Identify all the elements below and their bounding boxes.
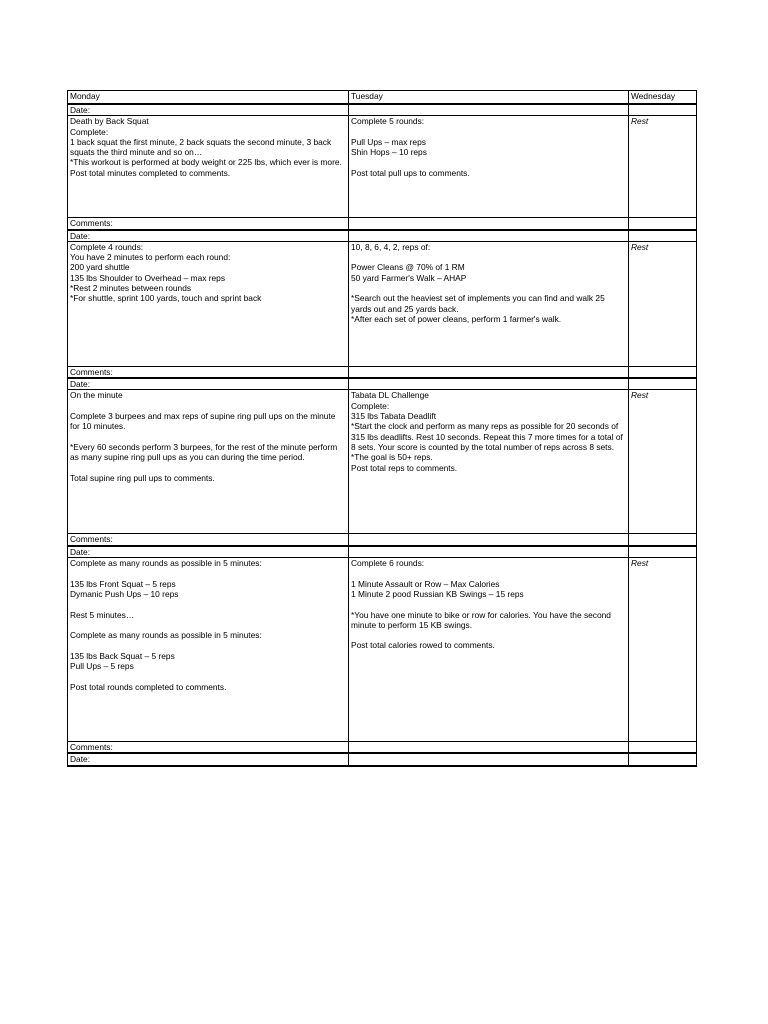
tuesday-workout-3-line: Complete:: [351, 400, 390, 411]
tuesday-workout-4: [349, 558, 629, 742]
monday-workout-1-line: 1 back squat the first minute, 2 back squats the second minute, 3 back squats the third minute and so on…: [70, 136, 334, 158]
monday-workout-1: [68, 116, 349, 218]
tuesday-workout-4-line: 1 Minute 2 pood Russian KB Swings – 15 reps: [351, 588, 524, 599]
monday-workout-1-line: Death by Back Squat: [70, 116, 149, 127]
workout-row-4: [68, 558, 697, 742]
monday-workout-4-line: [70, 640, 346, 650]
monday-workout-1-line: *This workout is performed at body weight or 225 lbs, which ever is more.: [70, 157, 342, 168]
tuesday-workout-1-line: Complete 5 rounds:: [351, 116, 425, 127]
monday-workout-4-line: Pull Ups – 5 reps: [70, 661, 134, 672]
comments-row-4: [68, 742, 697, 754]
date-row-1-label: Date:: [68, 104, 349, 116]
wednesday-rest-1: [629, 116, 697, 218]
monday-workout-4-line: Rest 5 minutes…: [70, 609, 135, 620]
date-row-5: [68, 753, 697, 765]
tuesday-workout-3-line: *The goal is 50+ reps.: [351, 452, 433, 463]
comments-row-4-tuesday: [349, 742, 629, 754]
monday-workout-2-line: Complete 4 rounds:: [70, 241, 144, 252]
comments-row-3: [68, 534, 697, 546]
monday-workout-2-line: 135 lbs Shoulder to Overhead – max reps: [70, 272, 226, 283]
date-row-4-label: Date:: [68, 546, 349, 558]
tuesday-workout-4-line: [351, 630, 626, 640]
monday-workout-4-line: [70, 620, 346, 630]
wednesday-rest-3: [629, 390, 697, 534]
comments-row-3-label: Comments:: [68, 534, 349, 546]
header-wednesday: Wednesday: [629, 91, 697, 105]
rest-label: Rest: [631, 558, 649, 569]
workout-row-3: [68, 390, 697, 534]
date-row-3-wednesday: [629, 378, 697, 390]
monday-workout-3-line: [70, 401, 346, 411]
comments-row-2-tuesday: [349, 366, 629, 378]
monday-workout-3-line: On the minute: [70, 390, 123, 401]
comments-row-2-label: Comments:: [68, 366, 349, 378]
tuesday-workout-4-line: Post total calories rowed to comments.: [351, 640, 495, 651]
wednesday-rest-2: [629, 241, 697, 366]
tuesday-workout-2-line: *After each set of power cleans, perform 1 farmer's walk.: [351, 313, 562, 324]
tuesday-workout-1-line: Pull Ups – max reps: [351, 136, 426, 147]
tuesday-workout-4-line: [351, 568, 626, 578]
date-row-2: [68, 230, 697, 242]
monday-workout-2-line: *For shuttle, sprint 100 yards, touch and sprint back: [70, 293, 262, 304]
workout-table: [67, 90, 697, 767]
date-row-1: [68, 104, 697, 116]
date-row-1-tuesday: [349, 104, 629, 116]
rest-label: Rest: [631, 116, 649, 127]
date-row-2-wednesday: [629, 230, 697, 242]
monday-workout-2-line: 200 yard shuttle: [70, 262, 130, 273]
tuesday-workout-4-line: 1 Minute Assault or Row – Max Calories: [351, 578, 500, 589]
tuesday-workout-3-line: *Start the clock and perform as many reps as possible for 20 seconds of 315 lbs deadlifts. Rest 10 seconds. Repeat this 7 more times for a total of 8 sets. Your score is counted by the total number of reps across 8 sets.: [351, 421, 626, 452]
date-row-3-tuesday: [349, 378, 629, 390]
workout-schedule-sheet: [67, 90, 696, 767]
date-row-3-label: Date:: [68, 378, 349, 390]
monday-workout-4-line: 135 lbs Front Squat – 5 reps: [70, 578, 176, 589]
date-row-4-tuesday: [349, 546, 629, 558]
tuesday-workout-1-line: Shin Hops – 10 reps: [351, 147, 427, 158]
comments-row-1-tuesday: [349, 218, 629, 230]
tuesday-workout-4-line: *You have one minute to bike or row for calories. You have the second minute to perform 15 KB swings.: [351, 609, 614, 630]
monday-workout-4-line: Complete as many rounds as possible in 5 minutes:: [70, 558, 262, 569]
date-row-1-wednesday: [629, 104, 697, 116]
date-row-4-wednesday: [629, 546, 697, 558]
header-row: [68, 91, 697, 105]
date-row-5-label: Date:: [68, 753, 349, 765]
tuesday-workout-1: [349, 116, 629, 218]
monday-workout-3-line: [70, 432, 346, 442]
monday-workout-4: [68, 558, 349, 742]
monday-workout-3-line: *Every 60 seconds perform 3 burpees, for the rest of the minute perform as many supine ring pull ups as you can during the time period.: [70, 441, 340, 463]
comments-row-4-wednesday: [629, 742, 697, 754]
header-tuesday: Tuesday: [349, 91, 629, 105]
tuesday-workout-3: [349, 390, 629, 534]
monday-workout-4-line: [70, 671, 346, 681]
monday-workout-2-line: You have 2 minutes to perform each round:: [70, 252, 231, 263]
tuesday-workout-2-line: [351, 252, 626, 262]
tuesday-workout-3-line: 315 lbs Tabata Deadlift: [351, 411, 437, 422]
tuesday-workout-1-line: [351, 127, 626, 137]
tuesday-workout-3-line: Post total reps to comments.: [351, 462, 458, 473]
monday-workout-1-line: Complete:: [70, 126, 109, 137]
comments-row-2-wednesday: [629, 366, 697, 378]
monday-workout-4-line: [70, 568, 346, 578]
wednesday-rest-4: [629, 558, 697, 742]
comments-row-1-label: Comments:: [68, 218, 349, 230]
monday-workout-1-line: Post total minutes completed to comments.: [70, 167, 231, 178]
monday-workout-4-line: Dymanic Push Ups – 10 reps: [70, 588, 179, 599]
monday-workout-2-line: *Rest 2 minutes between rounds: [70, 283, 192, 294]
tuesday-workout-2-line: [351, 283, 626, 293]
rest-label: Rest: [631, 241, 649, 252]
monday-workout-3-line: [70, 463, 346, 473]
tuesday-workout-2-line: 10, 8, 6, 4, 2, reps of:: [351, 241, 431, 252]
comments-row-2: [68, 366, 697, 378]
tuesday-workout-1-line: Post total pull ups to comments.: [351, 167, 470, 178]
date-row-5-wednesday: [629, 753, 697, 765]
comments-row-3-tuesday: [349, 534, 629, 546]
tuesday-workout-3-line: Tabata DL Challenge: [351, 390, 429, 401]
tuesday-workout-2-line: 50 yard Farmer's Walk – AHAP: [351, 272, 467, 283]
date-row-3: [68, 378, 697, 390]
date-row-4: [68, 546, 697, 558]
monday-workout-3: [68, 390, 349, 534]
comments-row-4-label: Comments:: [68, 742, 349, 754]
date-row-2-tuesday: [349, 230, 629, 242]
workout-row-1: [68, 116, 697, 218]
tuesday-workout-4-line: Complete 6 rounds:: [351, 558, 425, 569]
monday-workout-4-line: 135 lbs Back Squat – 5 reps: [70, 650, 175, 661]
tuesday-workout-4-line: [351, 599, 626, 609]
monday-workout-3-line: Total supine ring pull ups to comments.: [70, 472, 215, 483]
tuesday-workout-1-line: [351, 157, 626, 167]
tuesday-workout-2-line: Power Cleans @ 70% of 1 RM: [351, 262, 465, 273]
rest-label: Rest: [631, 390, 649, 401]
date-row-5-tuesday: [349, 753, 629, 765]
comments-row-1-wednesday: [629, 218, 697, 230]
tuesday-workout-2-line: *Search out the heaviest set of implements you can find and walk 25 yards out and 25 yards back.: [351, 293, 608, 314]
workout-row-2: [68, 241, 697, 366]
header-monday: Monday: [68, 91, 349, 105]
comments-row-1: [68, 218, 697, 230]
monday-workout-3-line: Complete 3 burpees and max reps of supine ring pull ups on the minute for 10 minutes.: [70, 411, 338, 432]
comments-row-3-wednesday: [629, 534, 697, 546]
monday-workout-4-line: Complete as many rounds as possible in 5 minutes:: [70, 630, 262, 641]
monday-workout-2: [68, 241, 349, 366]
tuesday-workout-2: [349, 241, 629, 366]
monday-workout-4-line: Post total rounds completed to comments.: [70, 681, 227, 692]
monday-workout-4-line: [70, 599, 346, 609]
date-row-2-label: Date:: [68, 230, 349, 242]
